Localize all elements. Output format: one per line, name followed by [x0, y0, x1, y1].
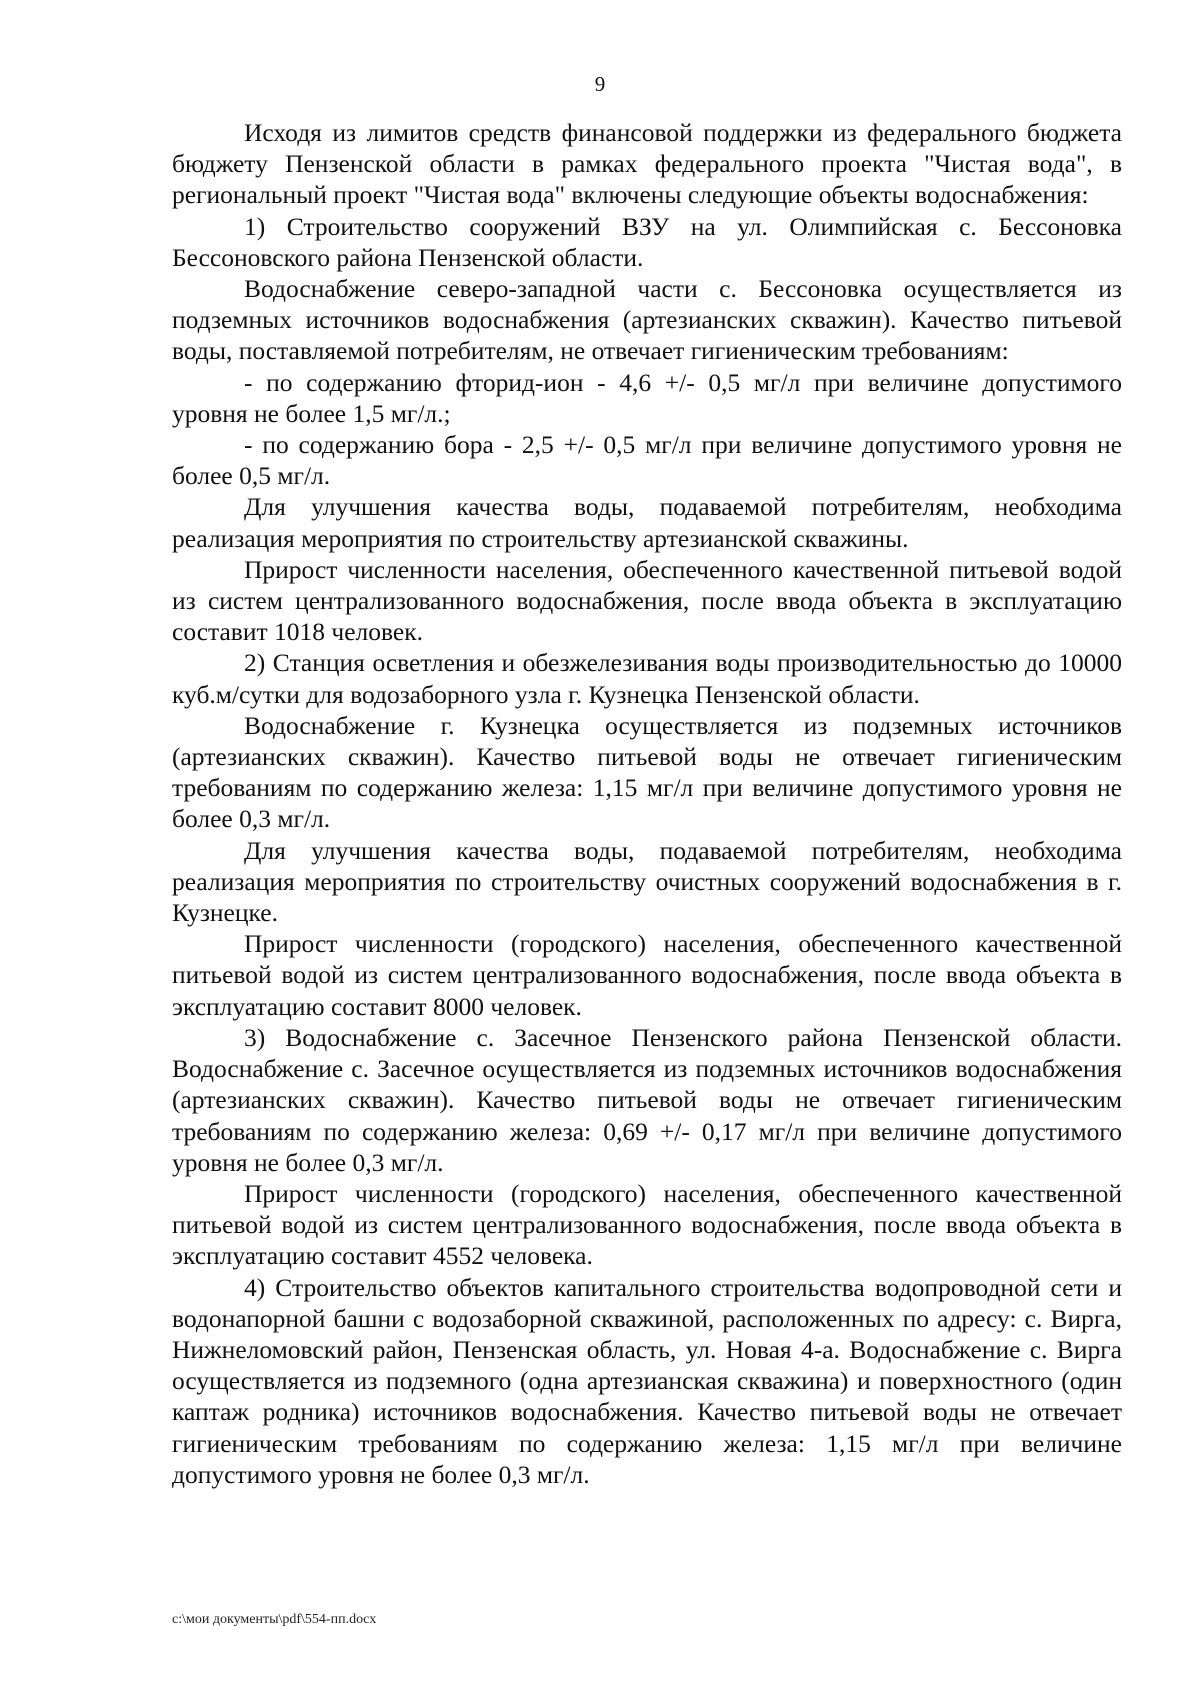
document-body — [172, 117, 1122, 1490]
paragraph-bullet: - по содержанию бора - 2,5 +/- 0,5 мг/л при величине допустимого уровня не более 0,5 мг/л. — [172, 430, 1122, 491]
paragraph: Прирост численности (городского) населения, обеспеченного качественной питьевой водой из систем централизованного водоснабжения, после ввода объекта в эксплуатацию составит 8000 человек. — [172, 929, 1122, 1021]
paragraph: Водоснабжение г. Кузнецка осуществляется из подземных источников (артезианских скважин). Качество питьевой воды не отвечает гигиеническим требованиям по содержанию железа: 1,15 мг/л при величине допустимого уровня не более 0,3 мг/л. — [172, 710, 1122, 834]
paragraph-intro: Исходя из лимитов средств финансовой поддержки из федерального бюджета бюджету Пензенской области в рамках федерального проекта "Чистая вода", в региональный проект "Чистая вода" включены следующие объекты водоснабжения: — [172, 118, 1122, 210]
paragraph-item-4: 4) Строительство объектов капитального строительства водопроводной сети и водонапорной башни с водозаборной скважиной, расположенных по адресу: с. Вирга, Нижнеломовский район, Пензенская область, ул. Новая 4-а. Водоснабжение с. Вирга осуществляется из подземного (одна артезианская скважина) и поверхностного (один каптаж родника) источников водоснабжения. Качество питьевой воды не отвечает гигиеническим требованиям по содержанию железа: 1,15 мг/л при величине допустимого уровня не более 0,3 мг/л. — [172, 1272, 1122, 1489]
file-path-footer: c:\мои документы\pdf\554-пп.docx — [172, 1612, 377, 1627]
paragraph-item-3: 3) Водоснабжение с. Засечное Пензенского района Пензенской области. Водоснабжение с. Засечное осуществляется из подземных источников водоснабжения (артезианских скважин). Качество питьевой воды не отвечает гигиеническим требованиям по содержанию железа: 0,69 +/- 0,17 мг/л при величине допустимого уровня не более 0,3 мг/л. — [172, 1022, 1122, 1177]
paragraph-item-1: 1) Строительство сооружений ВЗУ на ул. Олимпийская с. Бессоновка Бессоновского района Пензенской области. — [172, 211, 1122, 272]
paragraph: Для улучшения качества воды, подаваемой потребителям, необходима реализация мероприятия по строительству очистных сооружений водоснабжения в г. Кузнецке. — [172, 835, 1122, 928]
page-number: 9 — [594, 72, 606, 96]
paragraph: Прирост численности населения, обеспеченного качественной питьевой водой из систем централизованного водоснабжения, после ввода объекта в эксплуатацию составит 1018 человек. — [172, 554, 1122, 647]
paragraph: Для улучшения качества воды, подаваемой потребителям, необходима реализация мероприятия по строительству артезианской скважины. — [172, 492, 1122, 553]
paragraph: Прирост численности (городского) населения, обеспеченного качественной питьевой водой из систем централизованного водоснабжения, после ввода объекта в эксплуатацию составит 4552 человека. — [172, 1178, 1122, 1271]
paragraph: Водоснабжение северо-западной части с. Бессоновка осуществляется из подземных источников водоснабжения (артезианских скважин). Качество питьевой воды, поставляемой потребителям, не отвечает гигиеническим требованиям: — [172, 274, 1122, 366]
paragraph-bullet: - по содержанию фторид-ион - 4,6 +/- 0,5 мг/л при величине допустимого уровня не более 1,5 мг/л.; — [172, 367, 1122, 428]
paragraph-item-2: 2) Станция осветления и обезжелезивания воды производительностью до 10000 куб.м/сутки для водозаборного узла г. Кузнецка Пензенской области. — [172, 648, 1122, 709]
